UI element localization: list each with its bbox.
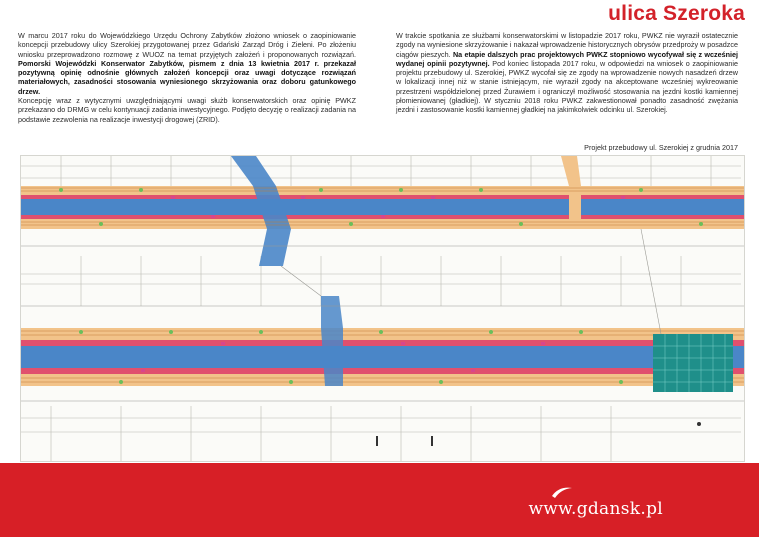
plan-drawing-svg <box>21 156 744 461</box>
right-paragraph-text-a: W trakcie spotkania ze służbami konserwatorskimi w listopadzie 2017 roku, PWKZ nie wyraził ostatecznie zgody na wyniesione skrzyżowanie i nakazał wprowadzenie historycznych obrysów przedproży w posadzce ciągów pieszych. <box>396 31 738 59</box>
lower-street-strip <box>21 296 744 392</box>
plan-drawing <box>20 155 745 462</box>
left-paragraph-2: Koncepcję wraz z wytycznymi uwzględniającymi uwagi służb konserwatorskich oraz opinię PWKZ przekazano do DRMG w celu kontynuacji zadania inwestycyjnego. Podjęto decyzję o realizacji zadania na podstawie zezwolenia na realizacje inwestycji drogowej (ZRID). <box>18 96 356 124</box>
footer-brand-link[interactable]: www.gdansk.pl <box>528 499 663 519</box>
plan-caption: Projekt przebudowy ul. Szerokiej z grudnia 2017 <box>584 143 738 152</box>
left-text-column <box>18 31 356 124</box>
left-paragraph-1 <box>18 31 356 96</box>
right-paragraph-bold: Na etapie dalszych prac projektowych PWKZ stopniowo wycofywał się z wcześniej wydanej opinii pozytywnej. <box>396 49 738 68</box>
right-text-column <box>396 31 738 115</box>
right-paragraph <box>396 31 738 115</box>
right-paragraph-text-c: Pod koniec listopada 2017 roku, w odpowiedzi na wniosek o zaopiniowanie projektu przebudowy ul. Szerokiej, PWKZ wycofał się ze zgody na wprowadzenie nowych nasadzeń drzew w lokalizacji innej niż w stanie istniejącym, nie wyraził zgody na akceptowane wcześniej wykreowanie przestrzeni współdzielonej przed Żurawiem i ograniczył możliwość stosowania na jezdni kostki kamiennej płomieniowanej (gładkiej). W styczniu 2018 roku PWKZ zakwestionował ponadto zasadność zwężania jezdni i zastosowanie kostki kamiennej gładkiej na jakimkolwiek odcinku ul. Szerokiej. <box>396 58 738 115</box>
left-paragraph-1-text: W marcu 2017 roku do Wojewódzkiego Urzędu Ochrony Zabytków złożono wniosek o zaopiniowanie koncepcji przebudowy ulicy Szerokiej przygotowanej przez Gdański Zarząd Dróg i Zieleni. Po złożeniu wniosku przeprowadzono rozmowę z WUOZ na temat przyjętych założeń i proponowanych rozwiązań. <box>18 31 356 59</box>
survey-markers <box>376 422 701 446</box>
left-paragraph-1-bold: Pomorski Wojewódzki Konserwator Zabytków, pismem z dnia 13 kwietnia 2017 r. przekazał pozytywną opinię odnośnie głównych założeń koncepcji oraz uwagi dotyczące rozwiązań materiałowych, zasadności stosowania wyniesionego skrzyżowania oraz doboru gatunkowego drzew. <box>18 58 356 96</box>
upper-street-strip <box>21 156 744 266</box>
footer-bar <box>0 463 759 537</box>
gdansk-swoosh-icon <box>551 485 573 499</box>
page-title: ulica Szeroka <box>608 2 745 25</box>
